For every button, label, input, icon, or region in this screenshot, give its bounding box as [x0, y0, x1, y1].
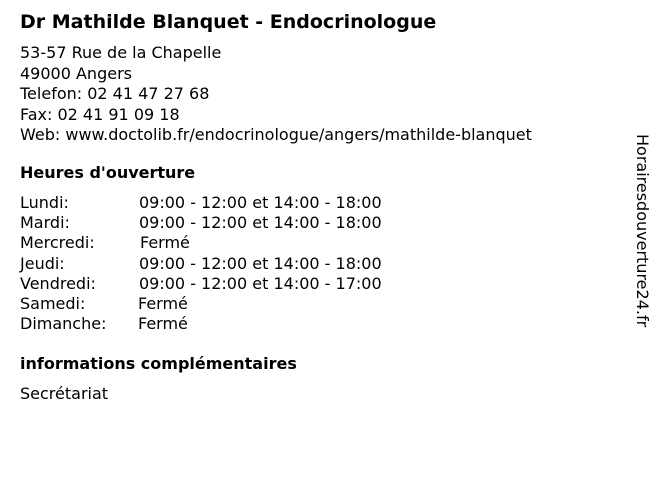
day-hours: 09:00 - 12:00 et 14:00 - 18:00: [139, 213, 382, 233]
day-hours: 09:00 - 12:00 et 14:00 - 18:00: [139, 253, 382, 273]
day-hours: 09:00 - 12:00 et 14:00 - 17:00: [139, 273, 382, 293]
day-label: Mercredi:: [20, 233, 95, 253]
day-hours: Fermé: [138, 293, 188, 313]
day-label: Lundi:: [20, 193, 69, 212]
street-address: 53-57 Rue de la Chapelle: [20, 43, 222, 62]
city-postcode: 49000 Angers: [20, 63, 132, 83]
opening-hours-heading: Heures d'ouverture: [20, 163, 196, 182]
additional-info-heading: informations complémentaires: [20, 354, 297, 373]
day-hours: 09:00 - 12:00 et 14:00 - 18:00: [139, 193, 382, 212]
day-label: Samedi:: [20, 293, 86, 313]
website-line: Web: www.doctolib.fr/endocrinologue/angers/mathilde-blanquet: [20, 125, 532, 144]
day-label: Dimanche:: [20, 314, 107, 334]
watermark-text: Horairesdouverture24.fr: [633, 134, 652, 328]
day-hours: Fermé: [140, 233, 190, 253]
day-label: Mardi:: [20, 213, 70, 233]
day-hours: Fermé: [138, 314, 188, 334]
day-label: Jeudi:: [20, 253, 65, 273]
page-title: Dr Mathilde Blanquet - Endocrinologue: [20, 11, 437, 33]
additional-info-text: Secrétariat: [20, 384, 109, 403]
day-label: Vendredi:: [20, 273, 96, 293]
site-watermark: [632, 134, 652, 374]
phone-number: Telefon: 02 41 47 27 68: [20, 84, 210, 103]
contact-block: [20, 43, 532, 146]
fax-number: Fax: 02 41 91 09 18: [20, 104, 180, 124]
